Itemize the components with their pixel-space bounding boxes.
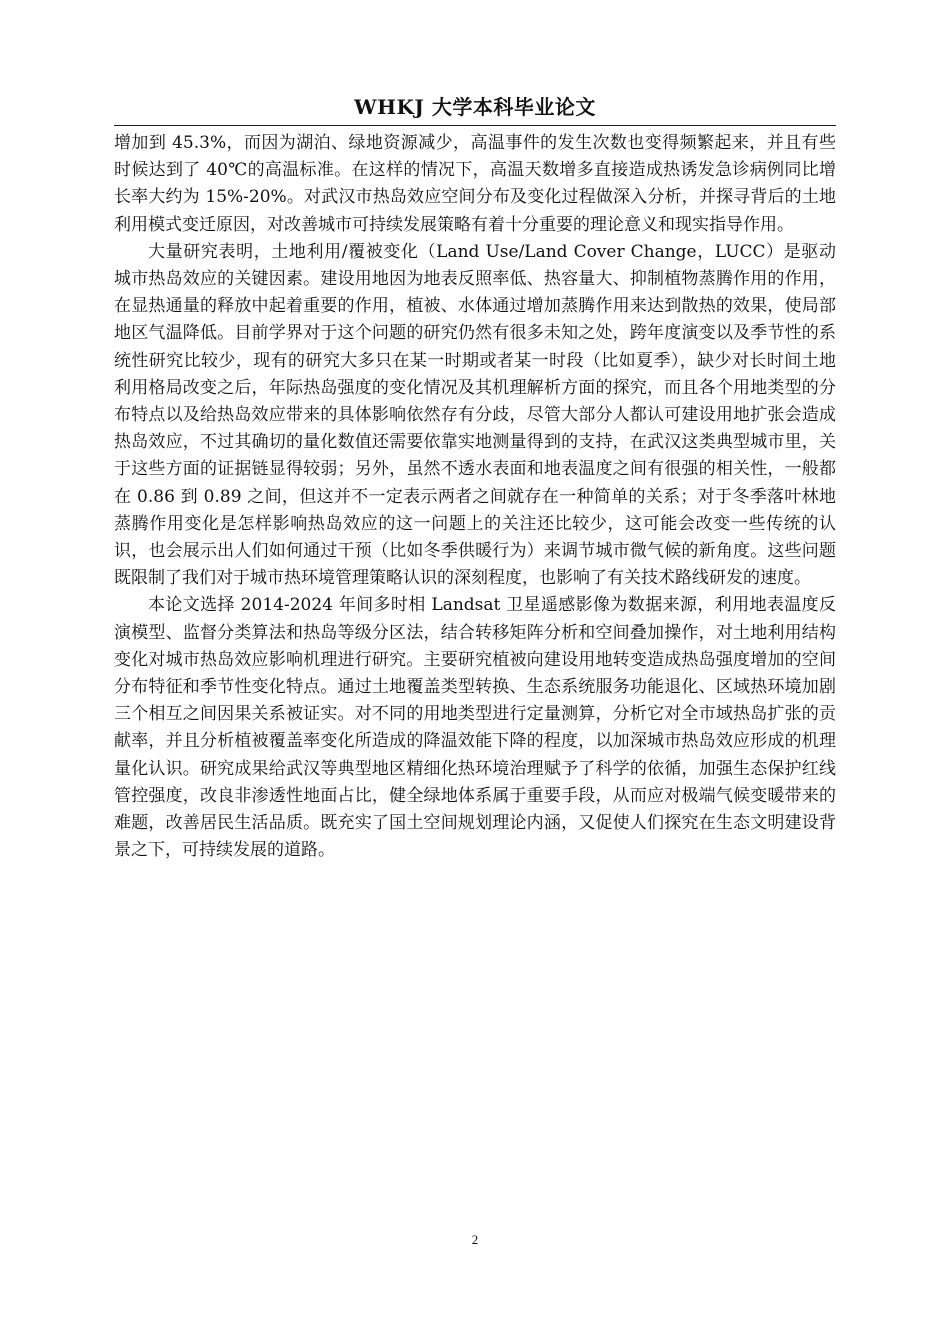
body-text xyxy=(114,130,836,864)
paragraph-2: 大量研究表明，土地利用/覆被变化（Land Use/Land Cover Change，LUCC）是驱动城市热岛效应的关键因素。建设用地因为地表反照率低、热容量大、抑制植物蒸腾作用的作用，在显热通量的释放中起着重要的作用，植被、水体通过增加蒸腾作用来达到散热的效果，使局部地区气温降低。目前学界对于这个问题的研究仍然有很多未知之处，跨年度演变以及季节性的系统性研究比较少，现有的研究大多只在某一时期或者某一时段（比如夏季），缺少对长时间土地利用格局改变之后，年际热岛强度的变化情况及其机理解析方面的探究，而且各个用地类型的分布特点以及给热岛效应带来的具体影响依然存有分歧，尽管大部分人都认可建设用地扩张会造成热岛效应，不过其确切的量化数值还需要依靠实地测量得到的支持，在武汉这类典型城市里，关于这些方面的证据链显得较弱；另外，虽然不透水表面和地表温度之间有很强的相关性，一般都在 0.86 到 0.89 之间，但这并不一定表示两者之间就存在一种简单的关系；对于冬季落叶林地蒸腾作用变化是怎样影响热岛效应的这一问题上的关注还比较少，这可能会改变一些传统的认识，也会展示出人们如何通过干预（比如冬季供暖行为）来调节城市微气候的新角度。这些问题既限制了我们对于城市热环境管理策略认识的深刻程度，也影响了有关技术路线研发的速度。 xyxy=(114,241,836,589)
paragraph-3: 本论文选择 2014-2024 年间多时相 Landsat 卫星遥感影像为数据来源，利用地表温度反演模型、监督分类算法和热岛等级分区法，结合转移矩阵分析和空间叠加操作，对土地利用结构变化对城市热岛效应影响机理进行研究。主要研究植被向建设用地转变造成热岛强度增加的空间分布特征和季节性变化特点。通过土地覆盖类型转换、生态系统服务功能退化、区域热环境加剧三个相互之间因果关系被证实。对不同的用地类型进行定量测算，分析它对全市域热岛扩张的贡献率，并且分析植被覆盖率变化所造成的降温效能下降的程度，以加深城市热岛效应形成的机理量化认识。研究成果给武汉等典型地区精细化热环境治理赋予了科学的依循，加强生态保护红线管控强度，改良非渗透性地面占比，健全绿地体系属于重要手段，从而应对极端气候变暖带来的难题，改善居民生活品质。既充实了国土空间规划理论内涵，又促使人们探究在生态文明建设背景之下，可持续发展的道路。 xyxy=(114,595,836,861)
paragraph-1: 增加到 45.3%，而因为湖泊、绿地资源减少，高温事件的发生次数也变得频繁起来，并且有些时候达到了 40℃的高温标准。在这样的情况下，高温天数增多直接造成热诱发急诊病例同比增长率大约为 15%-20%。对武汉市热岛效应空间分布及变化过程做深入分析，并探寻背后的土地利用模式变迁原因，对改善城市可持续发展策略有着十分重要的理论意义和现实指导作用。 xyxy=(114,133,836,235)
page-number: 2 xyxy=(471,1232,479,1247)
header-divider xyxy=(114,125,836,126)
page-header-title: WHKJ 大学本科毕业论文 xyxy=(354,95,596,119)
